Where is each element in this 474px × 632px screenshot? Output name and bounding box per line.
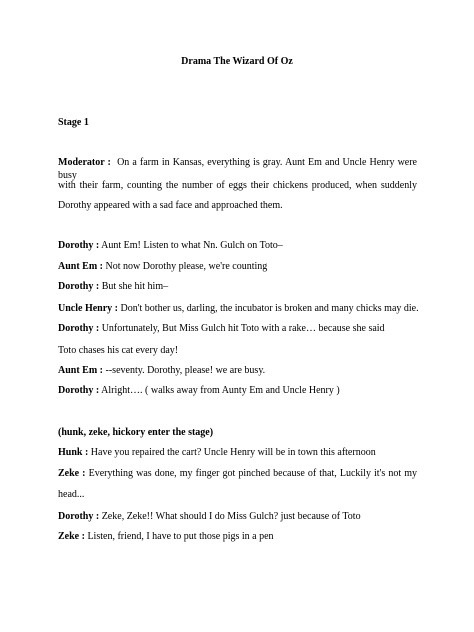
speaker-label: Uncle Henry : (58, 303, 118, 314)
dialogue-text: head... (58, 489, 85, 500)
dialogue-text: But she hit him– (101, 281, 169, 292)
speaker-label: Dorothy : (58, 240, 100, 251)
speaker-label: Aunt Em : (58, 261, 104, 272)
dialogue-line (58, 488, 417, 501)
dialogue-line (58, 510, 417, 523)
dialogue-text: Aunt Em! Listen to what Nn. Gulch on Toto– (101, 240, 283, 251)
speaker-label: Dorothy : (58, 323, 100, 334)
dialogue-text: --seventy. Dorothy, please! we are busy. (105, 365, 266, 376)
moderator-line-3: Dorothy appeared with a sad face and approached them. (58, 200, 283, 211)
dialogue-line (58, 280, 417, 293)
speaker-label: Aunt Em : (58, 365, 104, 376)
dialogue-text: Don't bother us, darling, the incubator is broken and many chicks may die. (120, 303, 419, 314)
speaker-label: Dorothy : (58, 385, 100, 396)
dialogue-text: Alright…. ( walks away from Aunty Em and Uncle Henry ) (101, 385, 340, 396)
moderator-line-2: with their farm, counting the number of eggs their chickens produced, when suddenly (58, 180, 417, 191)
speaker-label: Moderator : (58, 157, 111, 168)
dialogue-line (58, 239, 417, 252)
stage-heading: Stage 1 (58, 117, 89, 128)
dialogue-line (58, 467, 417, 480)
dialogue-text: Listen, friend, I have to put those pigs in a pen (87, 531, 274, 542)
dialogue-line (58, 260, 417, 273)
dialogue-line (58, 446, 417, 459)
speaker-label: Zeke : (58, 468, 86, 479)
dialogue-line (58, 322, 417, 335)
dialogue-text: Not now Dorothy please, we're counting (105, 261, 268, 272)
speaker-label: Dorothy : (58, 511, 100, 522)
speaker-label: Hunk : (58, 447, 89, 458)
dialogue-text: Everything was done, my finger got pinched because of that, Luckily it's not my (88, 468, 417, 479)
dialogue-text: Toto chases his cat every day! (58, 345, 179, 356)
dialogue-text: Zeke, Zeke!! What should I do Miss Gulch? just because of Toto (101, 511, 361, 522)
dialogue-text: Unfortunately, But Miss Gulch hit Toto with a rake… because she said (101, 323, 385, 334)
speaker-label: Zeke : (58, 531, 85, 542)
speaker-label: Dorothy : (58, 281, 100, 292)
document-title: Drama The Wizard Of Oz (181, 56, 293, 67)
dialogue-line (58, 344, 417, 357)
dialogue-line (58, 302, 417, 315)
dialogue-text: Have you repaired the cart? Uncle Henry will be in town this afternoon (90, 447, 376, 458)
stage-direction: (hunk, zeke, hickory enter the stage) (58, 427, 214, 438)
dialogue-line (58, 364, 417, 377)
dialogue-line (58, 384, 417, 397)
moderator-text-1: On a farm in Kansas, everything is gray. Aunt Em and Uncle Henry were busy (58, 157, 417, 181)
dialogue-line (58, 530, 417, 543)
